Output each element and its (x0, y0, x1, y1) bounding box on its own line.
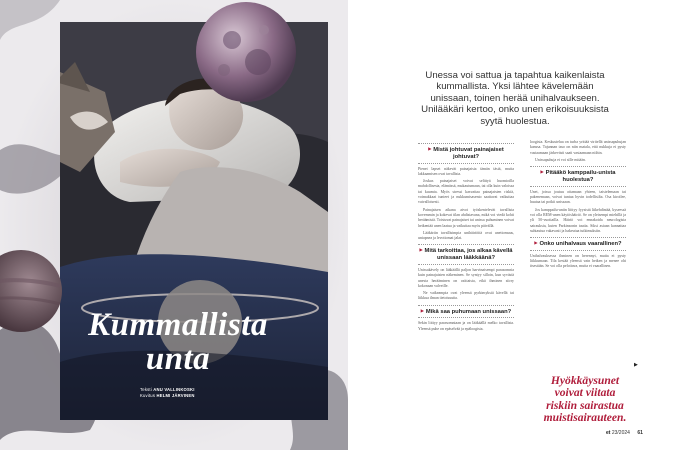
title-line-1: Kummallista (88, 307, 268, 343)
body-paragraph: Unissapuhuja ei voi sille mitään. (535, 157, 586, 162)
lead-paragraph: Unessa voi sattua ja tapahtua kaikenlaista kummallista. Yksi lähtee kävelemään unissaan, toinen herää unihalvaukseen. Unilääkäri kertoo, onko unen erikoisuuksista syytä huolestua. (421, 70, 609, 127)
section (530, 166, 626, 234)
section-heading-text: Onko unihalvaus vaarallinen? (539, 241, 622, 248)
section-heading (418, 305, 514, 319)
section (530, 140, 626, 163)
section-heading (418, 143, 514, 164)
section (418, 143, 514, 241)
credit-label: Teksti (140, 387, 152, 392)
body-paragraph: Sekin liittyy parasomniaan ja on lääkäällä melko tavallista. Yleensä puhe on epäselvää ja epäloogista. (418, 321, 514, 331)
title-line-2: unta (145, 341, 211, 377)
triangle-icon: ▶ (428, 146, 432, 151)
body-paragraph: Unihalvauksessa ihminen on herennyt, mutta ei pysty liikkumaan. Tila kestää yleensä vain hetken ja menee ohi itsestään. Se voi olla pelottava, mutta ei vaarallinen. (530, 253, 626, 269)
triangle-icon: ▶ (540, 169, 544, 175)
credits (140, 387, 195, 399)
body-paragraph: loogista. Keskustelua on turha yrittää viritellä unissapuhujan kanssa. Tajunnan taso on niin matala, että nukkuja ei pysty vastaamaan järkevästi saati vastaamaan niihin. (530, 140, 626, 155)
section-heading-text: Pitääkö kamppailu-unista huolestua? (545, 170, 616, 183)
article-title (58, 308, 298, 376)
section-heading (530, 166, 626, 187)
body-paragraph: Ne vaikeampia ovat yleensä pyrkimyksiä kävellä tai liikkua ilman tietoisuutta. (418, 291, 514, 301)
text-column-1 (418, 140, 514, 334)
credit-name: ANU VALLINKOSKI (153, 387, 195, 392)
right-page (348, 0, 696, 450)
pull-quote: Hyökkäysunet voivat viitata riskiin sairastua muistisairauteen. (543, 374, 627, 425)
triangle-icon: ▶ (534, 240, 538, 246)
body-paragraph: Unet, joissa joutuu ottamaan yhteen, taistelemaan tai pakenemaan, voivat tuntua hyvin todellisilta. Osa kiroilee, huutaa tai potkii unissaan. (530, 189, 626, 205)
section-heading-text: Mistä johtuvat painajaiset johtuvat? (433, 146, 504, 160)
body-paragraph: Joskus painajaiset voivat selittyä huomioilla mahdollisesta, elämässä, mukautumaan, tai olla kuin valoissa tai kuumia. Myös stressi kasvattaa painajaisten riskiä, voimakkaat tunteet ja nukkumisasento saattavat vaikuttaa vaivalloisesti. (418, 179, 514, 205)
section-heading (418, 244, 514, 265)
credit-label: Kuvitus (140, 393, 156, 398)
body-paragraph: Lääkäriin tavallisimpia unihäiriöitä ovat unettomuus, uniapnea ja levottomat jalat. (418, 230, 514, 241)
page-footer (606, 430, 643, 436)
section (418, 305, 514, 332)
body-paragraph: Painajaisen aikana aivot työskentelevät tavallista kovemmin ja kokevat tilan ahdistavana, mikä voi viedä kohti heräämistä. Toistuvat painajaiset tai unissa puhuminen voivat heikentää unen laatua ja vaikuttaa myös päivällä. (418, 207, 514, 228)
magazine-brand: et (606, 430, 611, 436)
continue-arrow-icon: ▶ (634, 362, 638, 368)
section-heading (530, 237, 626, 251)
section (418, 244, 514, 301)
section-heading-text: Mikä saa puhumaan unissaan? (425, 308, 512, 315)
section-heading-text: Mitä tarkoittaa, jos alkaa kävellä unissaan lääkkäänä? (424, 248, 513, 262)
triangle-icon: ▶ (419, 247, 423, 253)
body-paragraph: Jos kamppailu-uniin liittyy fyysistä liikehdintää, kyseessä voi olla REM-unen käytöshäiriö. Se on yleisempi miehillä ja yli 50-vuotiailla. Häiriö voi ennakoida neurologisia sairauksia, kuten Parkinsonin tautia. Siksi asiaan kannattaa suhtautua vakavasti ja hakeutua tutkimuksiin. (530, 207, 626, 233)
section (530, 237, 626, 270)
page-number: 61 (637, 430, 643, 436)
credit-name: HELMI JÄRVINEN (156, 393, 195, 398)
body-paragraph: Pienet lapset näkevät painajaisia tämän tästä, mutta lakkaamisen ovat tavallisia. (418, 166, 514, 176)
text-column-2 (530, 140, 626, 272)
body-paragraph: Unissakävely on lääkäällä paljon harvinaisempi parasomnia kuin painajaisten näkeminen. Se syntyy silloin, kun syvästä unesta herääminen on osittaista, eikä ihminen siirry kokonaan valveille. (418, 267, 514, 288)
credit-illustration (140, 393, 195, 399)
issue-number: 23/2024 (611, 430, 630, 436)
moon-icon (194, 0, 298, 104)
triangle-icon: ▶ (420, 307, 424, 313)
